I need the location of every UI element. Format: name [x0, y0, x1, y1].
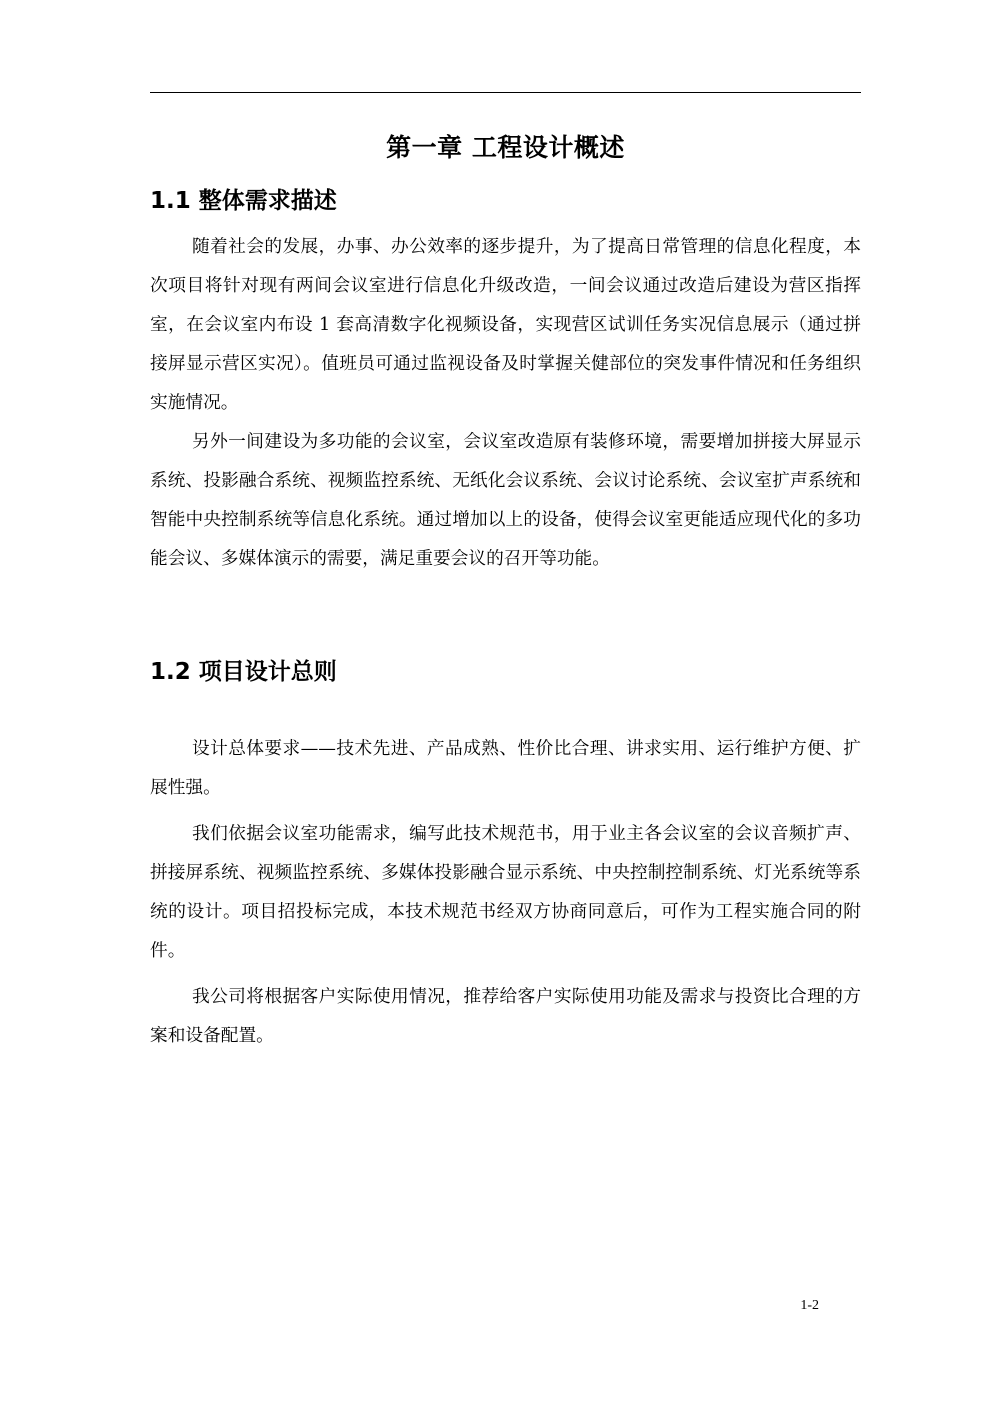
paragraph-design-principles-3: 我公司将根据客户实际使用情况，推荐给客户实际使用功能及需求与投资比合理的方案和设备配置。: [150, 987, 861, 1046]
section-heading-1-2: 1.2 项目设计总则: [150, 659, 337, 685]
paragraph-overall-requirements-1: 随着社会的发展，办事、办公效率的逐步提升，为了提高日常管理的信息化程度，本次项目将针对现有两间会议室进行信息化升级改造，一间会议通过改造后建设为营区指挥室，在会议室内布设 1 套高清数字化视频设备，实现营区试训任务实况信息展示（通过拼接屏显示营区实况）。值班员可通过监视设备及时掌握关健部位的突发事件情况和任务组织实施情况。: [150, 237, 861, 413]
header-rule: [150, 92, 861, 93]
paragraph-overall-requirements-2: 另外一间建设为多功能的会议室，会议室改造原有装修环境，需要增加拼接大屏显示系统、投影融合系统、视频监控系统、无纸化会议系统、会议讨论系统、会议室扩声系统和智能中央控制系统等信息化系统。通过增加以上的设备，使得会议室更能适应现代化的多功能会议、多媒体演示的需要，满足重要会议的召开等功能。: [150, 432, 861, 569]
chapter-title: 第一章 工程设计概述: [386, 133, 625, 162]
paragraph-design-principles-1: 设计总体要求——技术先进、产品成熟、性价比合理、讲求实用、运行维护方便、扩展性强。: [150, 739, 861, 798]
paragraph-design-principles-2: 我们依据会议室功能需求，编写此技术规范书，用于业主各会议室的会议音频扩声、拼接屏系统、视频监控系统、多媒体投影融合显示系统、中央控制控制系统、灯光系统等系统的设计。项目招投标完成，本技术规范书经双方协商同意后，可作为工程实施合同的附件。: [150, 824, 861, 961]
page-number: 1-2: [800, 1298, 819, 1313]
section-heading-1-1: 1.1 整体需求描述: [150, 188, 337, 214]
